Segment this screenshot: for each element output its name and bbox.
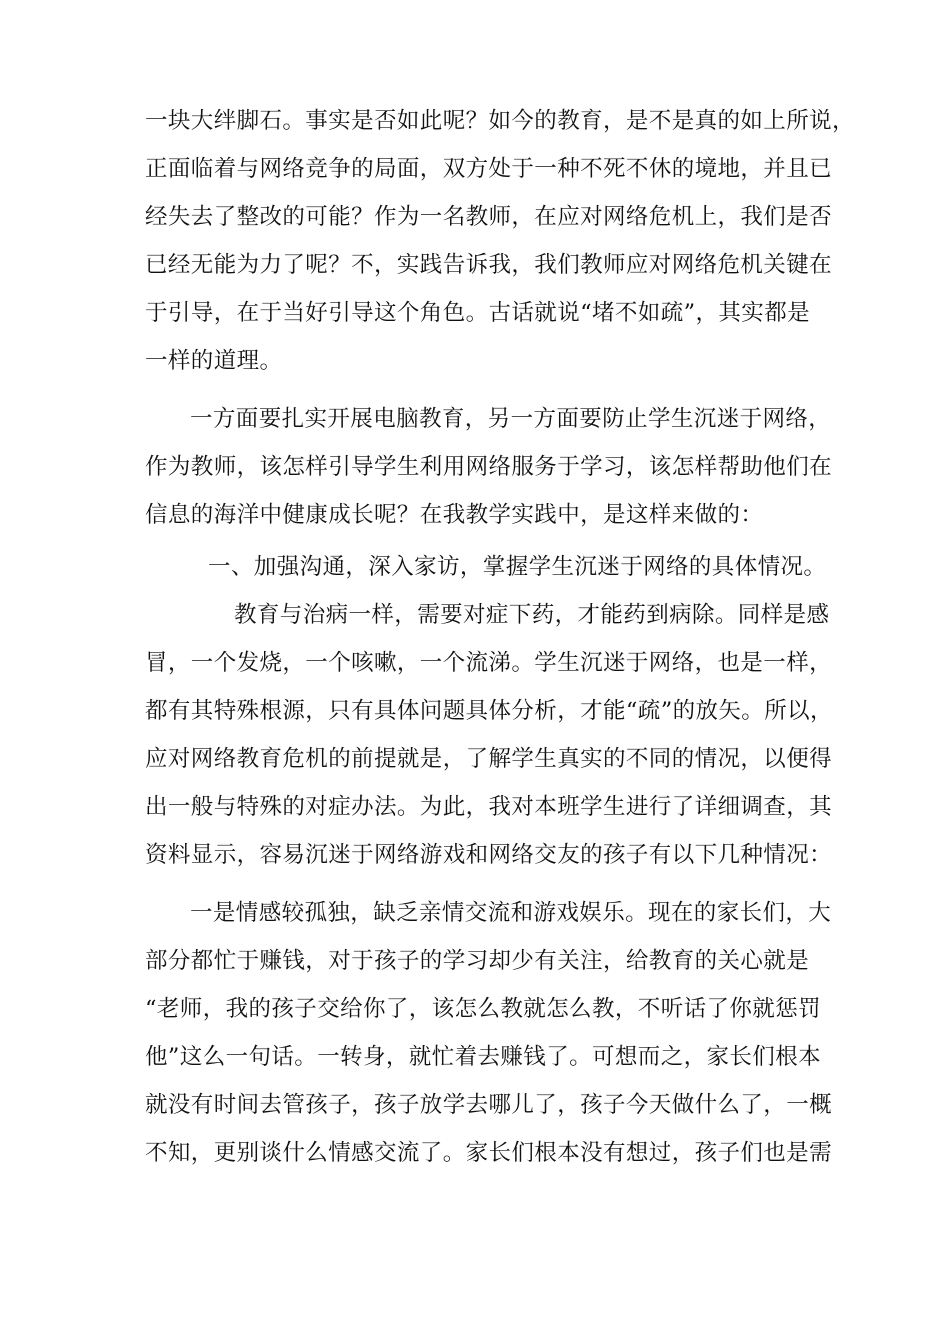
text-line: 都有其特殊根源，只有具体问题具体分析，才能“疏”的放矢。所以， bbox=[145, 698, 833, 724]
text-line: 已经无能为力了呢？不，实践告诉我，我们教师应对网络危机关键在 bbox=[145, 252, 833, 278]
text-line: 正面临着与网络竞争的局面，双方处于一种不死不休的境地，并且已 bbox=[145, 156, 833, 182]
text-line: 他”这么一句话。一转身，就忙着去赚钱了。可想而之，家长们根本 bbox=[145, 1044, 822, 1070]
text-line: 冒，一个发烧，一个咳嗽，一个流涕。学生沉迷于网络，也是一样， bbox=[145, 650, 833, 676]
text-line: 不知，更别谈什么情感交流了。家长们根本没有想过，孩子们也是需 bbox=[145, 1140, 833, 1166]
text-line: 一方面要扎实开展电脑教育，另一方面要防止学生沉迷于网络， bbox=[190, 406, 832, 432]
text-line: 教育与治病一样，需要对症下药，才能药到病除。同样是感 bbox=[234, 602, 830, 628]
text-line: 一、加强沟通，深入家访，掌握学生沉迷于网络的具体情况。 bbox=[208, 554, 827, 580]
text-line: 一块大绊脚石。事实是否如此呢？如今的教育，是不是真的如上所说， bbox=[145, 108, 855, 134]
text-line: 一样的道理。 bbox=[145, 348, 283, 374]
text-line: 部分都忙于赚钱，对于孩子的学习却少有关注，给教育的关心就是 bbox=[145, 948, 810, 974]
text-line: 作为教师，该怎样引导学生利用网络服务于学习，该怎样帮助他们在 bbox=[145, 454, 833, 480]
text-line: 应对网络教育危机的前提就是，了解学生真实的不同的情况，以便得 bbox=[145, 746, 833, 772]
text-line: 就没有时间去管孩子，孩子放学去哪儿了，孩子今天做什么了，一概 bbox=[145, 1092, 833, 1118]
text-line: 经失去了整改的可能？作为一名教师，在应对网络危机上，我们是否 bbox=[145, 204, 833, 230]
text-line: “老师，我的孩子交给你了，该怎么教就怎么教，不听话了你就惩罚 bbox=[145, 996, 822, 1022]
text-line: 一是情感较孤独，缺乏亲情交流和游戏娱乐。现在的家长们，大 bbox=[190, 900, 832, 926]
text-line: 出一般与特殊的对症办法。为此，我对本班学生进行了详细调查，其 bbox=[145, 794, 833, 820]
text-line: 于引导，在于当好引导这个角色。古话就说“堵不如疏”，其实都是 bbox=[145, 300, 811, 326]
text-line: 资料显示，容易沉迷于网络游戏和网络交友的孩子有以下几种情况： bbox=[145, 842, 833, 868]
text-line: 信息的海洋中健康成长呢？在我教学实践中，是这样来做的： bbox=[145, 502, 764, 528]
